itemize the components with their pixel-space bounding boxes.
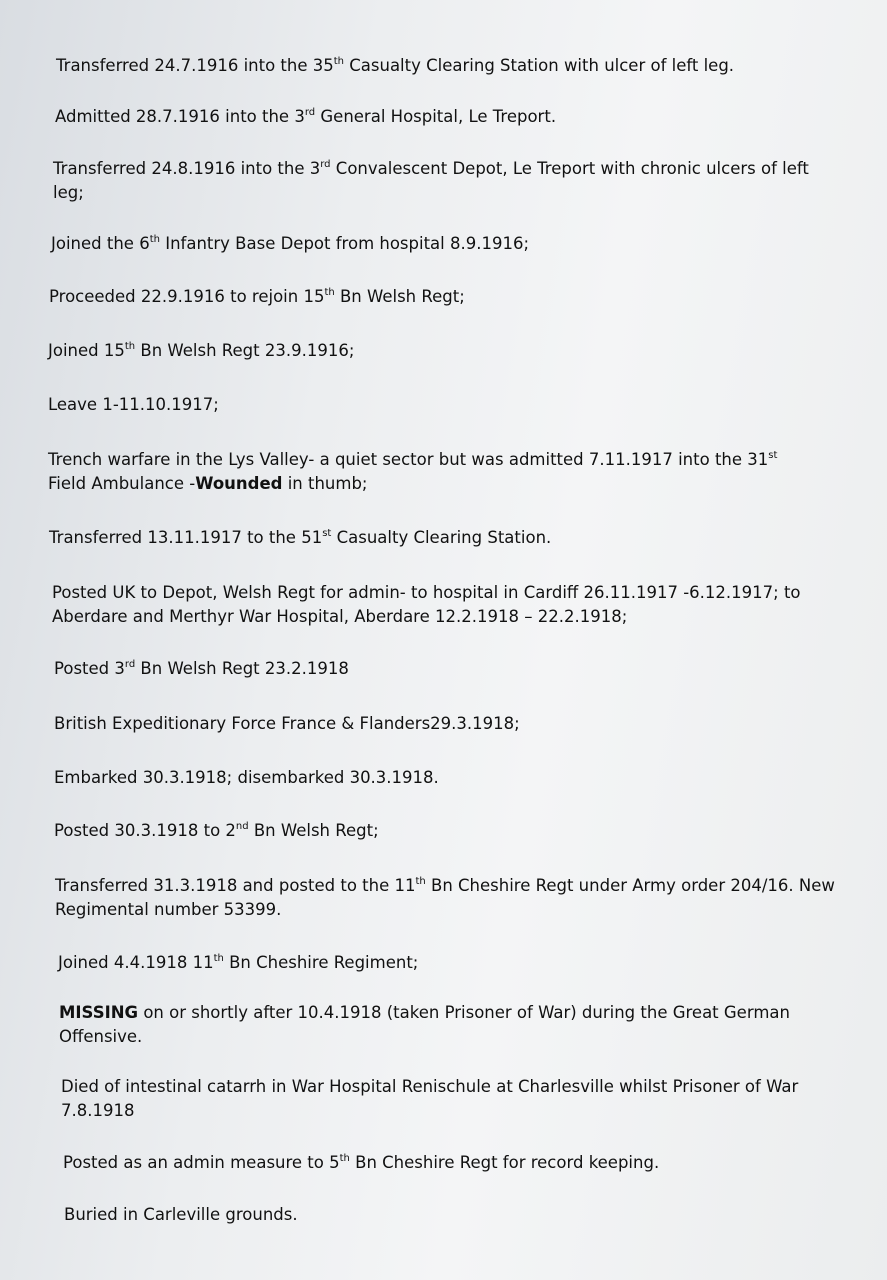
ordinal-suffix: th	[324, 287, 335, 298]
entry-text: Convalescent Depot, Le Treport with chronic ulcers of left leg;	[53, 159, 809, 202]
record-entry	[54, 657, 349, 681]
ordinal-suffix: th	[339, 1153, 350, 1164]
ordinal-suffix: st	[322, 528, 332, 539]
ordinal-suffix: th	[333, 56, 345, 67]
ordinal-suffix: nd	[235, 821, 249, 832]
emphasis-text: MISSING	[59, 1003, 139, 1022]
entry-text: Bn Welsh Regt;	[248, 821, 379, 840]
ordinal-suffix: th	[124, 341, 136, 352]
record-entry	[63, 1151, 659, 1175]
ordinal-suffix: rd	[304, 107, 316, 118]
entry-text: Trench warfare in the Lys Valley- a quiet sector but was admitted 7.11.1917 into the 31	[48, 450, 769, 469]
entry-text: Died of intestinal catarrh in War Hospital Renischule at Charlesville whilst Prisoner of War 7.8.1918	[61, 1077, 799, 1120]
record-entry	[53, 157, 833, 205]
record-entry	[61, 1075, 841, 1123]
record-entry	[54, 712, 520, 736]
entry-text: in thumb;	[282, 474, 368, 493]
record-entry	[52, 581, 842, 629]
entry-text: Bn Welsh Regt 23.2.1918	[135, 659, 349, 678]
entry-text: Bn Welsh Regt;	[334, 287, 465, 306]
entry-text: Bn Cheshire Regt under Army order 204/16. New Regimental number 53399.	[55, 876, 835, 919]
record-entry	[49, 285, 465, 309]
entry-text: Bn Cheshire Regiment;	[223, 953, 419, 972]
entry-text: Buried in Carleville grounds.	[64, 1205, 298, 1224]
record-entry	[48, 393, 219, 417]
entry-text: Casualty Clearing Station with ulcer of left leg.	[344, 56, 735, 75]
ordinal-suffix: rd	[320, 159, 331, 170]
entry-text: Admitted 28.7.1916 into the 3	[55, 107, 305, 126]
entry-text: Infantry Base Depot from hospital 8.9.1916;	[159, 234, 530, 253]
entry-text: Leave 1-11.10.1917;	[48, 395, 219, 414]
entry-text: Joined 15	[48, 341, 125, 360]
entry-text: Embarked 30.3.1918; disembarked 30.3.1918.	[54, 768, 439, 787]
entry-text: Posted UK to Depot, Welsh Regt for admin- to hospital in Cardiff 26.11.1917 -6.12.1917; to Aberdare and Merthyr War Hospital, Aberdare 12.2.1918 – 22.2.1918;	[52, 583, 801, 626]
entry-text: Posted as an admin measure to 5	[63, 1153, 340, 1172]
entry-text: Transferred 24.8.1916 into the 3	[53, 159, 321, 178]
entry-text: Transferred 24.7.1916 into the 35	[56, 56, 334, 75]
record-entry	[55, 105, 556, 129]
record-entry	[58, 951, 418, 975]
entry-text: General Hospital, Le Treport.	[315, 107, 557, 126]
record-entry	[49, 526, 551, 550]
entry-text: Joined 4.4.1918 11	[58, 953, 214, 972]
entry-text: Posted 3	[54, 659, 125, 678]
entry-text: Transferred 13.11.1917 to the 51	[49, 528, 323, 547]
entry-text: Transferred 31.3.1918 and posted to the 11	[55, 876, 416, 895]
ordinal-suffix: rd	[124, 659, 136, 670]
record-entry	[59, 1001, 829, 1049]
entry-text: Field Ambulance -	[48, 474, 196, 493]
entry-text: British Expeditionary Force France & Flanders29.3.1918;	[54, 714, 520, 733]
entry-text: Bn Cheshire Regt for record keeping.	[349, 1153, 660, 1172]
ordinal-suffix: th	[415, 876, 426, 887]
record-entry	[54, 766, 439, 790]
ordinal-suffix: th	[213, 953, 224, 964]
record-entry	[54, 819, 379, 843]
record-entry	[56, 54, 734, 78]
entry-text: Proceeded 22.9.1916 to rejoin 15	[49, 287, 325, 306]
record-entry	[48, 448, 788, 496]
record-entry	[48, 339, 354, 363]
record-entry	[51, 232, 529, 256]
entry-text: Casualty Clearing Station.	[331, 528, 552, 547]
entry-text: on or shortly after 10.4.1918 (taken Prisoner of War) during the Great German Offensive.	[59, 1003, 790, 1046]
record-entry	[55, 874, 845, 922]
entry-text: Joined the 6	[51, 234, 150, 253]
entry-text: Bn Welsh Regt 23.9.1916;	[135, 341, 355, 360]
emphasis-text: Wounded	[195, 474, 283, 493]
ordinal-suffix: st	[768, 450, 778, 461]
ordinal-suffix: th	[149, 234, 160, 245]
entry-text: Posted 30.3.1918 to 2	[54, 821, 236, 840]
record-entry	[64, 1203, 298, 1227]
